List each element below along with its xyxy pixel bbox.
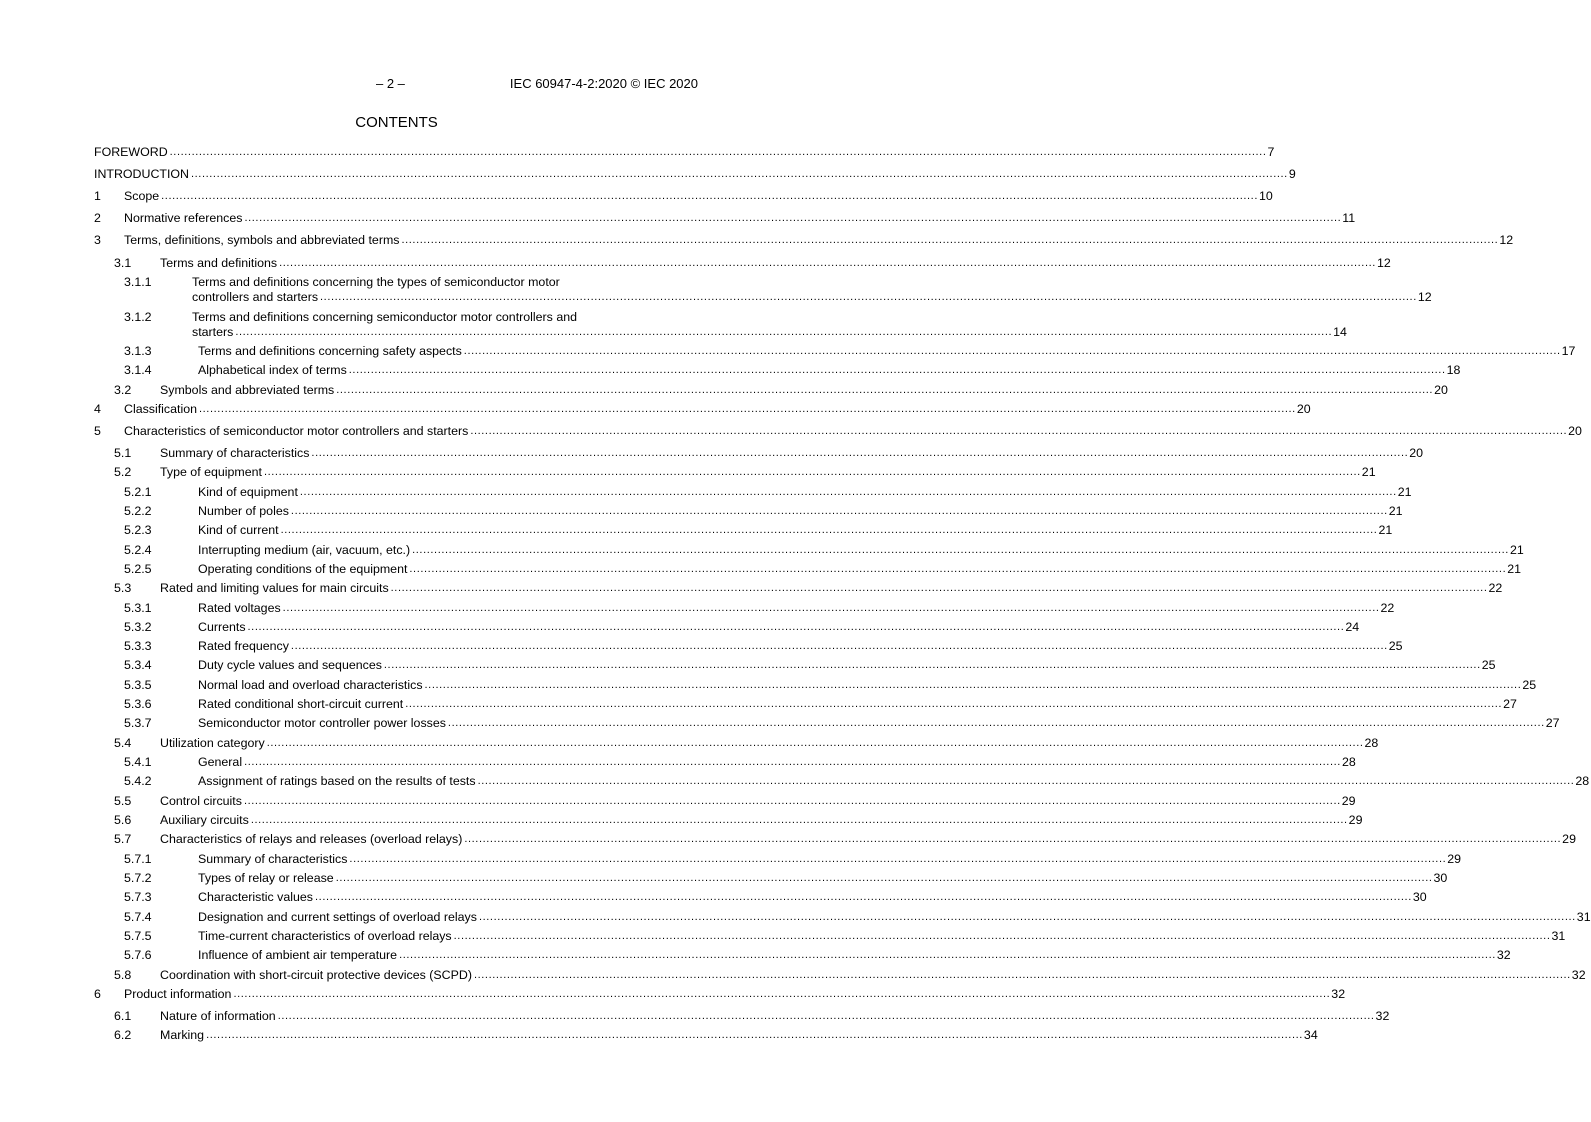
dot-leader: ............................................................................................................................................................................................................................................................................................................ xyxy=(263,466,1361,478)
dot-leader: ............................................................................................................................................................................................................................................................................................................ xyxy=(244,212,1342,224)
toc-entry-title: Marking xyxy=(160,1028,205,1042)
toc-entry[interactable] xyxy=(94,233,1514,248)
toc-entry-number: 5.3.7 xyxy=(124,716,152,730)
toc-entry-title: Terms and definitions concerning safety aspects xyxy=(198,344,462,358)
toc-entry-number: 5.7.5 xyxy=(124,929,152,943)
dot-leader: ............................................................................................................................................................................................................................................................................................................ xyxy=(233,988,1331,1000)
toc-entry-number: 3.1.4 xyxy=(124,363,152,377)
toc-entry-number: 6 xyxy=(94,987,101,1001)
toc-entry-number: 3.1.3 xyxy=(124,344,152,358)
toc-entry-title: Rated and limiting values for main circuits xyxy=(160,581,389,595)
toc-entry-number: 5.3.3 xyxy=(124,639,152,653)
toc-entry[interactable] xyxy=(94,310,1347,340)
toc-entry-number: 5.7.2 xyxy=(124,871,152,885)
toc-entry-number: 6.2 xyxy=(114,1028,132,1042)
toc-entry-title: Kind of current xyxy=(198,523,279,537)
toc-entry[interactable] xyxy=(94,523,1393,538)
toc-entry[interactable] xyxy=(94,383,1448,398)
toc-entry[interactable] xyxy=(94,852,1462,867)
toc-entry-number: 5.2.2 xyxy=(124,504,152,518)
toc-entry-page: 28 xyxy=(1575,774,1590,788)
toc-entry-number: 5 xyxy=(94,424,101,438)
dot-leader: ............................................................................................................................................................................................................................................................................................................ xyxy=(477,775,1575,787)
dot-leader: ............................................................................................................................................................................................................................................................................................................ xyxy=(470,425,1568,437)
toc-entry[interactable] xyxy=(94,211,1356,226)
toc-entry-page: 32 xyxy=(1496,948,1511,962)
toc-entry-number: 5.7 xyxy=(114,832,132,846)
dot-leader: ............................................................................................................................................................................................................................................................................................................ xyxy=(280,524,1378,536)
toc-entry-number: 5.3.4 xyxy=(124,658,152,672)
dot-leader: ............................................................................................................................................................................................................................................................................................................ xyxy=(243,795,1341,807)
toc-entry-title: Kind of equipment xyxy=(198,485,298,499)
toc-entry-title: Summary of characteristics xyxy=(198,852,348,866)
toc-entry-title: Types of relay or release xyxy=(198,871,334,885)
dot-leader: ............................................................................................................................................................................................................................................................................................................ xyxy=(279,257,1376,269)
dot-leader: ............................................................................................................................................................................................................................................................................................................ xyxy=(299,486,1397,498)
toc-entry-number: 4 xyxy=(94,402,101,416)
toc-entry-number: 5.7.4 xyxy=(124,910,152,924)
toc-entry-title: Currents xyxy=(198,620,246,634)
toc-entry-number: 5.3.6 xyxy=(124,697,152,711)
toc-entry[interactable] xyxy=(94,562,1522,577)
toc-entry[interactable] xyxy=(94,363,1461,378)
toc-entry-number: 5.4.1 xyxy=(124,755,152,769)
toc-entry[interactable] xyxy=(94,504,1403,519)
dot-leader: ............................................................................................................................................................................................................................................................................................................ xyxy=(399,949,1496,961)
dot-leader: ............................................................................................................................................................................................................................................................................................................ xyxy=(320,291,1417,303)
toc-entry-page: 21 xyxy=(1397,485,1412,499)
dot-leader: ............................................................................................................................................................................................................................................................................................................ xyxy=(290,640,1388,652)
toc-entry-title: Semiconductor motor controller power losses xyxy=(198,716,446,730)
toc-entry-number: 5.3 xyxy=(114,581,132,595)
toc-entry[interactable] xyxy=(94,189,1273,204)
toc-entry-page: 24 xyxy=(1345,620,1360,634)
toc-entry-page: 12 xyxy=(1417,290,1432,304)
toc-entry[interactable] xyxy=(94,275,1432,305)
toc-entry-page: 22 xyxy=(1380,601,1395,615)
toc-entry[interactable] xyxy=(94,424,1582,439)
dot-leader: ............................................................................................................................................................................................................................................................................................................ xyxy=(235,326,1333,338)
toc-entry-title: Normative references xyxy=(124,211,243,225)
toc-entry-number: 5.8 xyxy=(114,968,132,982)
toc-entry-page: 21 xyxy=(1509,543,1524,557)
toc-entry-number: 5.3.2 xyxy=(124,620,152,634)
toc-entry[interactable] xyxy=(94,736,1379,751)
toc-entry-page: 29 xyxy=(1348,813,1363,827)
toc-entry[interactable] xyxy=(94,256,1391,271)
toc-entry-number: 5.1 xyxy=(114,446,132,460)
toc-entry-number: 1 xyxy=(94,189,101,203)
toc-entry-number: 5.2.1 xyxy=(124,485,152,499)
toc-entry-title: INTRODUCTION xyxy=(94,167,189,181)
toc-entry-title: Interrupting medium (air, vacuum, etc.) xyxy=(198,543,411,557)
toc-entry[interactable] xyxy=(94,1028,1318,1043)
toc-entry-page: 20 xyxy=(1568,424,1582,438)
toc-entry-title: Product information xyxy=(124,987,232,1001)
toc-entry[interactable] xyxy=(94,402,1311,417)
toc-entry-title: starters xyxy=(192,325,234,339)
dot-leader: ............................................................................................................................................................................................................................................................................................................ xyxy=(250,814,1348,826)
dot-leader: ............................................................................................................................................................................................................................................................................................................ xyxy=(473,969,1571,981)
dot-leader: ............................................................................................................................................................................................................................................................................................................ xyxy=(478,911,1576,923)
toc-entry-page: 25 xyxy=(1388,639,1403,653)
toc-entry-title: Alphabetical index of terms xyxy=(198,363,347,377)
toc-entry-title: Terms, definitions, symbols and abbreviated terms xyxy=(124,233,400,247)
toc-entry[interactable] xyxy=(94,620,1360,635)
dot-leader: ............................................................................................................................................................................................................................................................................................................ xyxy=(390,582,1488,594)
toc-entry-page: 32 xyxy=(1571,968,1586,982)
toc-entry-page: 28 xyxy=(1341,755,1356,769)
dot-leader: ............................................................................................................................................................................................................................................................................................................ xyxy=(282,602,1380,614)
dot-leader: ............................................................................................................................................................................................................................................................................................................ xyxy=(335,872,1433,884)
toc-entry-page: 34 xyxy=(1303,1028,1318,1042)
toc-entry[interactable] xyxy=(94,581,1503,596)
dot-leader: ............................................................................................................................................................................................................................................................................................................ xyxy=(405,698,1503,710)
dot-leader: ............................................................................................................................................................................................................................................................................................................ xyxy=(464,833,1562,845)
dot-leader: ............................................................................................................................................................................................................................................................................................................ xyxy=(336,384,1434,396)
toc-entry-title: General xyxy=(198,755,243,769)
toc-entry[interactable] xyxy=(94,716,1560,731)
toc-entry-number: 5.5 xyxy=(114,794,132,808)
toc-entry[interactable] xyxy=(94,344,1576,359)
toc-entry-number: 5.4.2 xyxy=(124,774,152,788)
toc-entry-title: Auxiliary circuits xyxy=(160,813,249,827)
toc-entry-page: 31 xyxy=(1576,910,1591,924)
toc-entry-title: Operating conditions of the equipment xyxy=(198,562,408,576)
toc-entry-page: 31 xyxy=(1551,929,1566,943)
dot-leader: ............................................................................................................................................................................................................................................................................................................ xyxy=(277,1010,1375,1022)
toc-entry-title: Time-current characteristics of overload relays xyxy=(198,929,452,943)
toc-entry-page: 29 xyxy=(1447,852,1462,866)
toc-entry-number: 5.2.3 xyxy=(124,523,152,537)
toc-entry[interactable] xyxy=(94,697,1517,712)
toc-entry-title: Symbols and abbreviated terms xyxy=(160,383,335,397)
toc-entry[interactable] xyxy=(94,446,1424,461)
toc-entry-page: 21 xyxy=(1388,504,1403,518)
toc-entry-number: 5.4 xyxy=(114,736,132,750)
toc-entry-page: 29 xyxy=(1341,794,1356,808)
dot-leader: ............................................................................................................................................................................................................................................................................................................ xyxy=(463,345,1561,357)
toc-entry-number: 5.6 xyxy=(114,813,132,827)
toc-entry-title: Summary of characteristics xyxy=(160,446,310,460)
toc-entry-title: Scope xyxy=(124,189,160,203)
toc-entry-title: Type of equipment xyxy=(160,465,262,479)
toc-entry-page: 32 xyxy=(1375,1009,1390,1023)
toc-entry-title: Rated voltages xyxy=(198,601,281,615)
toc-entry-page: 7 xyxy=(1267,145,1275,159)
toc-entry-page: 14 xyxy=(1333,325,1347,339)
toc-entry-page: 27 xyxy=(1545,716,1560,730)
toc-entry-number: 3.1.1 xyxy=(124,275,152,289)
toc-entry-number: 3.1.2 xyxy=(124,310,152,324)
contents-title: CONTENTS xyxy=(355,114,438,131)
dot-leader: ............................................................................................................................................................................................................................................................................................................ xyxy=(161,190,1258,202)
toc-entry[interactable] xyxy=(94,968,1586,983)
toc-entry[interactable] xyxy=(94,485,1412,500)
toc-entry-page: 12 xyxy=(1499,233,1514,247)
dot-leader: ............................................................................................................................................................................................................................................................................................................ xyxy=(266,737,1364,749)
toc-entry[interactable] xyxy=(94,639,1403,654)
toc-entry-page: 17 xyxy=(1561,344,1576,358)
toc-entry-title: controllers and starters xyxy=(192,290,319,304)
toc-entry-page: 10 xyxy=(1258,189,1273,203)
dot-leader: ............................................................................................................................................................................................................................................................................................................ xyxy=(453,930,1551,942)
dot-leader: ............................................................................................................................................................................................................................................................................................................ xyxy=(169,146,1267,158)
toc-entry-number: 5.7.3 xyxy=(124,890,152,904)
dot-leader: ............................................................................................................................................................................................................................................................................................................ xyxy=(349,853,1447,865)
toc-entry-number: 3.1 xyxy=(114,256,132,270)
toc-entry[interactable] xyxy=(94,774,1590,789)
toc-entry[interactable] xyxy=(94,890,1427,905)
toc-entry[interactable] xyxy=(94,167,1296,182)
toc-entry-title: Terms and definitions xyxy=(160,256,278,270)
dot-leader: ............................................................................................................................................................................................................................................................................................................ xyxy=(206,1029,1303,1041)
toc-entry-page: 29 xyxy=(1562,832,1576,846)
toc-entry-number: 5.7.6 xyxy=(124,948,152,962)
dot-leader: ............................................................................................................................................................................................................................................................................................................ xyxy=(348,364,1446,376)
toc-entry-title: Rated frequency xyxy=(198,639,289,653)
toc-entry-page: 12 xyxy=(1376,256,1391,270)
toc-entry-title: Characteristic values xyxy=(198,890,314,904)
toc-entry-title: Characteristics of semiconductor motor controllers and starters xyxy=(124,424,469,438)
toc-entry-page: 22 xyxy=(1488,581,1503,595)
toc-entry-page: 18 xyxy=(1446,363,1461,377)
toc-entry-page: 21 xyxy=(1361,465,1376,479)
toc-entry-number: 5.3.1 xyxy=(124,601,152,615)
toc-entry[interactable] xyxy=(94,910,1591,925)
dot-leader: ............................................................................................................................................................................................................................................................................................................ xyxy=(315,891,1412,903)
dot-leader: ............................................................................................................................................................................................................................................................................................................ xyxy=(290,505,1388,517)
toc-entry-page: 11 xyxy=(1342,211,1356,225)
toc-entry-number: 3 xyxy=(94,233,101,247)
toc-entry[interactable] xyxy=(94,929,1566,944)
toc-entry-title: Designation and current settings of overload relays xyxy=(198,910,477,924)
toc-entry-title: FOREWORD xyxy=(94,145,168,159)
toc-entry-page: 30 xyxy=(1433,871,1448,885)
document-identifier: IEC 60947-4-2:2020 © IEC 2020 xyxy=(509,76,698,91)
toc-entry[interactable] xyxy=(94,832,1576,847)
toc-entry-number: 5.2 xyxy=(114,465,132,479)
dot-leader: ............................................................................................................................................................................................................................................................................................................ xyxy=(447,717,1545,729)
toc-entry-page: 21 xyxy=(1507,562,1522,576)
toc-entry-page: 25 xyxy=(1481,658,1496,672)
dot-leader: ............................................................................................................................................................................................................................................................................................................ xyxy=(247,621,1345,633)
toc-entry[interactable] xyxy=(94,145,1275,160)
toc-entry-page: 32 xyxy=(1331,987,1346,1001)
toc-entry-title: Duty cycle values and sequences xyxy=(198,658,382,672)
dot-leader: ............................................................................................................................................................................................................................................................................................................ xyxy=(401,234,1499,246)
toc-entry-title: Nature of information xyxy=(160,1009,276,1023)
dot-leader: ............................................................................................................................................................................................................................................................................................................ xyxy=(199,403,1296,415)
toc-entry[interactable] xyxy=(94,948,1511,963)
toc-entry-title: Utilization category xyxy=(160,736,265,750)
toc-entry-title: Classification xyxy=(124,402,197,416)
toc-entry-number: 5.2.5 xyxy=(124,562,152,576)
toc-entry-title: Rated conditional short-circuit current xyxy=(198,697,404,711)
toc-entry-page: 21 xyxy=(1378,523,1393,537)
toc-entry[interactable] xyxy=(94,871,1448,886)
toc-entry-number: 5.3.5 xyxy=(124,678,152,692)
toc-entry-number: 2 xyxy=(94,211,101,225)
toc-entry-page: 25 xyxy=(1522,678,1537,692)
toc-entry-title-line: Terms and definitions concerning semiconductor motor controllers and xyxy=(192,310,577,324)
toc-entry-title: Characteristics of relays and releases (overload relays) xyxy=(160,832,463,846)
toc-entry[interactable] xyxy=(94,465,1376,480)
toc-entry-page: 20 xyxy=(1409,446,1424,460)
toc-entry-page: 20 xyxy=(1296,402,1311,416)
toc-entry-title-line: Terms and definitions concerning the types of semiconductor motor xyxy=(192,275,560,289)
dot-leader: ............................................................................................................................................................................................................................................................................................................ xyxy=(244,756,1341,768)
toc-entry-number: 3.2 xyxy=(114,383,132,397)
toc-entry-page: 9 xyxy=(1288,167,1296,181)
toc-entry[interactable] xyxy=(94,601,1395,616)
toc-entry-number: 6.1 xyxy=(114,1009,132,1023)
dot-leader: ............................................................................................................................................................................................................................................................................................................ xyxy=(409,563,1507,575)
toc-entry[interactable] xyxy=(94,755,1356,770)
toc-entry-number: 5.7.1 xyxy=(124,852,152,866)
dot-leader: ............................................................................................................................................................................................................................................................................................................ xyxy=(424,679,1522,691)
toc-entry-page: 20 xyxy=(1434,383,1448,397)
toc-entry[interactable] xyxy=(94,813,1363,828)
page-number: – 2 – xyxy=(376,76,405,91)
toc-entry[interactable] xyxy=(94,794,1356,809)
toc-entry-page: 30 xyxy=(1412,890,1427,904)
toc-entry-page: 27 xyxy=(1503,697,1517,711)
toc-entry[interactable] xyxy=(94,678,1537,693)
toc-entry-title: Normal load and overload characteristics xyxy=(198,678,423,692)
toc-entry-page: 28 xyxy=(1364,736,1379,750)
dot-leader: ............................................................................................................................................................................................................................................................................................................ xyxy=(191,168,1288,180)
toc-entry[interactable] xyxy=(94,658,1496,673)
dot-leader: ............................................................................................................................................................................................................................................................................................................ xyxy=(383,659,1481,671)
toc-entry-title: Control circuits xyxy=(160,794,242,808)
dot-leader: ............................................................................................................................................................................................................................................................................................................ xyxy=(311,447,1409,459)
toc-entry-title: Assignment of ratings based on the results of tests xyxy=(198,774,476,788)
toc-entry-title: Influence of ambient air temperature xyxy=(198,948,398,962)
toc-entry[interactable] xyxy=(94,1009,1390,1024)
toc-entry-number: 5.2.4 xyxy=(124,543,152,557)
toc-entry[interactable] xyxy=(94,987,1346,1002)
toc-entry-title: Coordination with short-circuit protective devices (SCPD) xyxy=(160,968,472,982)
dot-leader: ............................................................................................................................................................................................................................................................................................................ xyxy=(412,544,1509,556)
toc-entry[interactable] xyxy=(94,543,1524,558)
toc-entry-title: Number of poles xyxy=(198,504,289,518)
